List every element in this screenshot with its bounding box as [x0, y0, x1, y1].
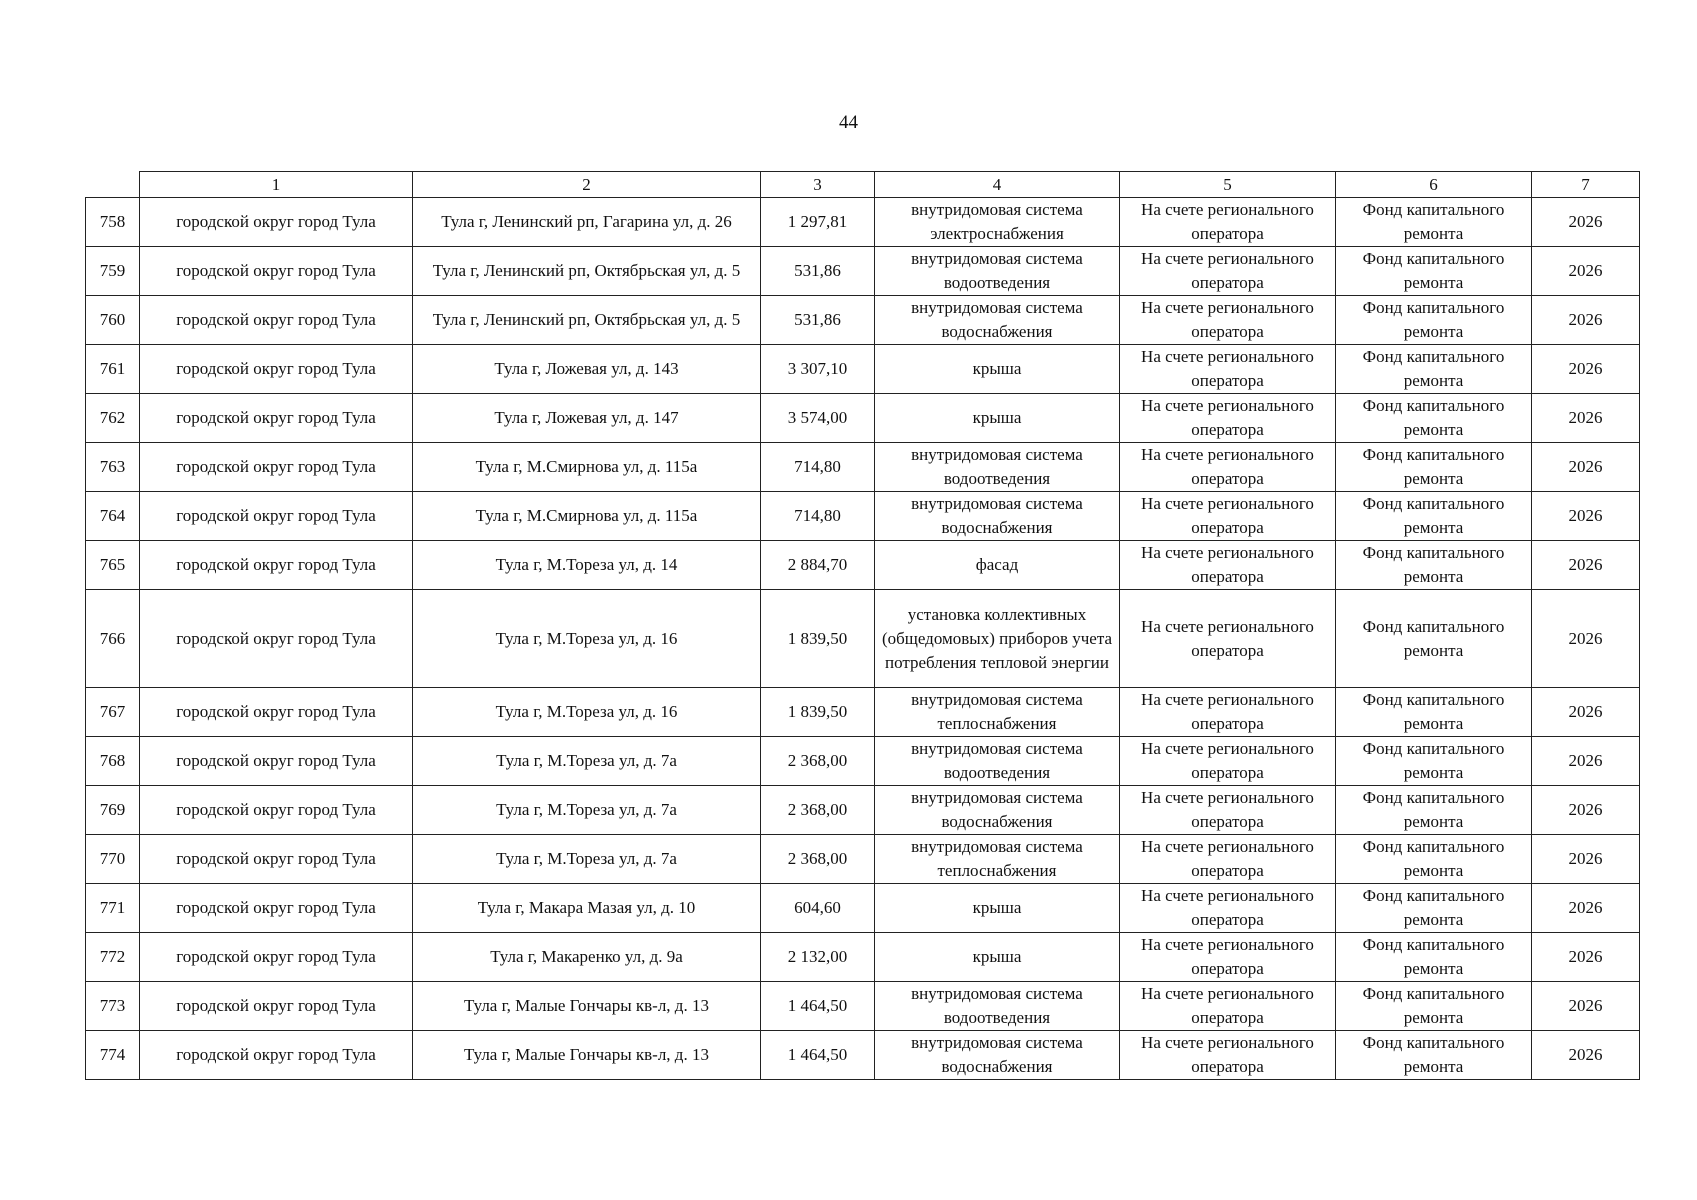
cell-funding-source: Фонд капитального ремонта	[1336, 492, 1532, 541]
cell-year: 2026	[1532, 786, 1640, 835]
cell-area: 2 884,70	[761, 541, 875, 590]
cell-funding-source: Фонд капитального ремонта	[1336, 296, 1532, 345]
cell-fund-account: На счете регионального оператора	[1120, 590, 1336, 688]
table-row	[86, 541, 1640, 590]
table-header	[86, 172, 1640, 198]
cell-address: Тула г, Ленинский рп, Гагарина ул, д. 26	[413, 198, 761, 247]
cell-municipality: городской округ город Тула	[140, 835, 413, 884]
cell-address: Тула г, Ложевая ул, д. 143	[413, 345, 761, 394]
cell-area: 531,86	[761, 296, 875, 345]
cell-year: 2026	[1532, 345, 1640, 394]
cell-work-type: внутридомовая система теплоснабжения	[875, 688, 1120, 737]
cell-row-number: 770	[86, 835, 140, 884]
cell-funding-source: Фонд капитального ремонта	[1336, 737, 1532, 786]
table-row	[86, 982, 1640, 1031]
header-row	[86, 172, 1640, 198]
cell-work-type: внутридомовая система электроснабжения	[875, 198, 1120, 247]
cell-funding-source: Фонд капитального ремонта	[1336, 1031, 1532, 1080]
table-row	[86, 296, 1640, 345]
cell-work-type: внутридомовая система водоотведения	[875, 247, 1120, 296]
cell-funding-source: Фонд капитального ремонта	[1336, 394, 1532, 443]
cell-area: 2 368,00	[761, 835, 875, 884]
cell-address: Тула г, Ложевая ул, д. 147	[413, 394, 761, 443]
cell-address: Тула г, Ленинский рп, Октябрьская ул, д. 5	[413, 247, 761, 296]
cell-fund-account: На счете регионального оператора	[1120, 541, 1336, 590]
cell-municipality: городской округ город Тула	[140, 982, 413, 1031]
cell-work-type: внутридомовая система водоснабжения	[875, 296, 1120, 345]
cell-work-type: внутридомовая система водоотведения	[875, 737, 1120, 786]
cell-area: 1 464,50	[761, 982, 875, 1031]
cell-area: 714,80	[761, 492, 875, 541]
cell-funding-source: Фонд капитального ремонта	[1336, 982, 1532, 1031]
cell-fund-account: На счете регионального оператора	[1120, 394, 1336, 443]
cell-row-number: 773	[86, 982, 140, 1031]
column-header-3: 3	[761, 172, 875, 198]
table-row	[86, 835, 1640, 884]
column-header-1: 1	[140, 172, 413, 198]
cell-fund-account: На счете регионального оператора	[1120, 982, 1336, 1031]
cell-fund-account: На счете регионального оператора	[1120, 786, 1336, 835]
cell-row-number: 772	[86, 933, 140, 982]
cell-area: 2 132,00	[761, 933, 875, 982]
cell-work-type: внутридомовая система водоотведения	[875, 443, 1120, 492]
cell-work-type: крыша	[875, 394, 1120, 443]
cell-fund-account: На счете регионального оператора	[1120, 884, 1336, 933]
cell-municipality: городской округ город Тула	[140, 394, 413, 443]
cell-area: 1 464,50	[761, 1031, 875, 1080]
cell-year: 2026	[1532, 835, 1640, 884]
cell-work-type: внутридомовая система теплоснабжения	[875, 835, 1120, 884]
cell-area: 3 574,00	[761, 394, 875, 443]
capital-repair-table	[85, 171, 1640, 1080]
table-row	[86, 247, 1640, 296]
cell-row-number: 769	[86, 786, 140, 835]
cell-fund-account: На счете регионального оператора	[1120, 688, 1336, 737]
column-header-7: 7	[1532, 172, 1640, 198]
cell-address: Тула г, М.Тореза ул, д. 16	[413, 688, 761, 737]
cell-municipality: городской округ город Тула	[140, 1031, 413, 1080]
cell-address: Тула г, М.Смирнова ул, д. 115а	[413, 492, 761, 541]
cell-address: Тула г, М.Смирнова ул, д. 115а	[413, 443, 761, 492]
cell-work-type: крыша	[875, 933, 1120, 982]
cell-funding-source: Фонд капитального ремонта	[1336, 933, 1532, 982]
table-row	[86, 198, 1640, 247]
table-row	[86, 786, 1640, 835]
cell-area: 604,60	[761, 884, 875, 933]
cell-municipality: городской округ город Тула	[140, 345, 413, 394]
cell-municipality: городской округ город Тула	[140, 492, 413, 541]
column-header-6: 6	[1336, 172, 1532, 198]
cell-work-type: внутридомовая система водоснабжения	[875, 1031, 1120, 1080]
cell-address: Тула г, М.Тореза ул, д. 7а	[413, 737, 761, 786]
cell-municipality: городской округ город Тула	[140, 737, 413, 786]
cell-year: 2026	[1532, 198, 1640, 247]
cell-funding-source: Фонд капитального ремонта	[1336, 443, 1532, 492]
column-header-2: 2	[413, 172, 761, 198]
cell-municipality: городской округ город Тула	[140, 198, 413, 247]
column-header-5: 5	[1120, 172, 1336, 198]
cell-row-number: 759	[86, 247, 140, 296]
cell-address: Тула г, Макаренко ул, д. 9а	[413, 933, 761, 982]
cell-fund-account: На счете регионального оператора	[1120, 443, 1336, 492]
cell-year: 2026	[1532, 933, 1640, 982]
cell-row-number: 774	[86, 1031, 140, 1080]
table-row	[86, 443, 1640, 492]
cell-year: 2026	[1532, 688, 1640, 737]
cell-area: 1 839,50	[761, 688, 875, 737]
cell-year: 2026	[1532, 492, 1640, 541]
cell-fund-account: На счете регионального оператора	[1120, 737, 1336, 786]
cell-row-number: 760	[86, 296, 140, 345]
cell-municipality: городской округ город Тула	[140, 247, 413, 296]
cell-row-number: 764	[86, 492, 140, 541]
cell-funding-source: Фонд капитального ремонта	[1336, 345, 1532, 394]
cell-address: Тула г, Макара Мазая ул, д. 10	[413, 884, 761, 933]
cell-area: 714,80	[761, 443, 875, 492]
cell-work-type: фасад	[875, 541, 1120, 590]
table-row	[86, 394, 1640, 443]
cell-year: 2026	[1532, 296, 1640, 345]
table-row	[86, 492, 1640, 541]
cell-year: 2026	[1532, 247, 1640, 296]
cell-funding-source: Фонд капитального ремонта	[1336, 884, 1532, 933]
page-number: 44	[839, 112, 858, 133]
cell-area: 1 297,81	[761, 198, 875, 247]
cell-address: Тула г, Малые Гончары кв-л, д. 13	[413, 1031, 761, 1080]
cell-fund-account: На счете регионального оператора	[1120, 492, 1336, 541]
table-body	[86, 198, 1640, 1080]
table-row	[86, 590, 1640, 688]
cell-row-number: 765	[86, 541, 140, 590]
column-header-4: 4	[875, 172, 1120, 198]
cell-municipality: городской округ город Тула	[140, 786, 413, 835]
cell-municipality: городской округ город Тула	[140, 296, 413, 345]
cell-fund-account: На счете регионального оператора	[1120, 345, 1336, 394]
cell-year: 2026	[1532, 737, 1640, 786]
cell-address: Тула г, Ленинский рп, Октябрьская ул, д. 5	[413, 296, 761, 345]
cell-fund-account: На счете регионального оператора	[1120, 296, 1336, 345]
cell-funding-source: Фонд капитального ремонта	[1336, 688, 1532, 737]
cell-area: 2 368,00	[761, 786, 875, 835]
cell-municipality: городской округ город Тула	[140, 688, 413, 737]
cell-municipality: городской округ город Тула	[140, 933, 413, 982]
cell-address: Тула г, Малые Гончары кв-л, д. 13	[413, 982, 761, 1031]
cell-row-number: 763	[86, 443, 140, 492]
cell-funding-source: Фонд капитального ремонта	[1336, 835, 1532, 884]
cell-work-type: крыша	[875, 884, 1120, 933]
cell-area: 1 839,50	[761, 590, 875, 688]
cell-year: 2026	[1532, 982, 1640, 1031]
table-row	[86, 737, 1640, 786]
cell-work-type: установка коллективных (общедомовых) приборов учета потребления тепловой энергии	[875, 590, 1120, 688]
cell-row-number: 762	[86, 394, 140, 443]
cell-year: 2026	[1532, 394, 1640, 443]
cell-address: Тула г, М.Тореза ул, д. 7а	[413, 786, 761, 835]
table-row	[86, 933, 1640, 982]
table-row	[86, 688, 1640, 737]
cell-fund-account: На счете регионального оператора	[1120, 933, 1336, 982]
cell-row-number: 761	[86, 345, 140, 394]
cell-row-number: 771	[86, 884, 140, 933]
cell-row-number: 767	[86, 688, 140, 737]
cell-area: 531,86	[761, 247, 875, 296]
cell-funding-source: Фонд капитального ремонта	[1336, 247, 1532, 296]
cell-funding-source: Фонд капитального ремонта	[1336, 541, 1532, 590]
cell-municipality: городской округ город Тула	[140, 541, 413, 590]
table-row	[86, 1031, 1640, 1080]
cell-address: Тула г, М.Тореза ул, д. 16	[413, 590, 761, 688]
cell-year: 2026	[1532, 541, 1640, 590]
cell-work-type: крыша	[875, 345, 1120, 394]
cell-year: 2026	[1532, 1031, 1640, 1080]
cell-address: Тула г, М.Тореза ул, д. 14	[413, 541, 761, 590]
cell-municipality: городской округ город Тула	[140, 884, 413, 933]
cell-year: 2026	[1532, 443, 1640, 492]
cell-work-type: внутридомовая система водоотведения	[875, 982, 1120, 1031]
cell-work-type: внутридомовая система водоснабжения	[875, 786, 1120, 835]
cell-row-number: 766	[86, 590, 140, 688]
cell-municipality: городской округ город Тула	[140, 590, 413, 688]
cell-funding-source: Фонд капитального ремонта	[1336, 590, 1532, 688]
cell-row-number: 768	[86, 737, 140, 786]
table-row	[86, 345, 1640, 394]
cell-fund-account: На счете регионального оператора	[1120, 1031, 1336, 1080]
cell-year: 2026	[1532, 884, 1640, 933]
cell-area: 2 368,00	[761, 737, 875, 786]
cell-address: Тула г, М.Тореза ул, д. 7а	[413, 835, 761, 884]
cell-municipality: городской округ город Тула	[140, 443, 413, 492]
cell-funding-source: Фонд капитального ремонта	[1336, 786, 1532, 835]
cell-year: 2026	[1532, 590, 1640, 688]
cell-funding-source: Фонд капитального ремонта	[1336, 198, 1532, 247]
table-row	[86, 884, 1640, 933]
cell-row-number: 758	[86, 198, 140, 247]
column-header-number	[86, 172, 140, 198]
cell-work-type: внутридомовая система водоснабжения	[875, 492, 1120, 541]
cell-area: 3 307,10	[761, 345, 875, 394]
cell-fund-account: На счете регионального оператора	[1120, 198, 1336, 247]
cell-fund-account: На счете регионального оператора	[1120, 247, 1336, 296]
cell-fund-account: На счете регионального оператора	[1120, 835, 1336, 884]
